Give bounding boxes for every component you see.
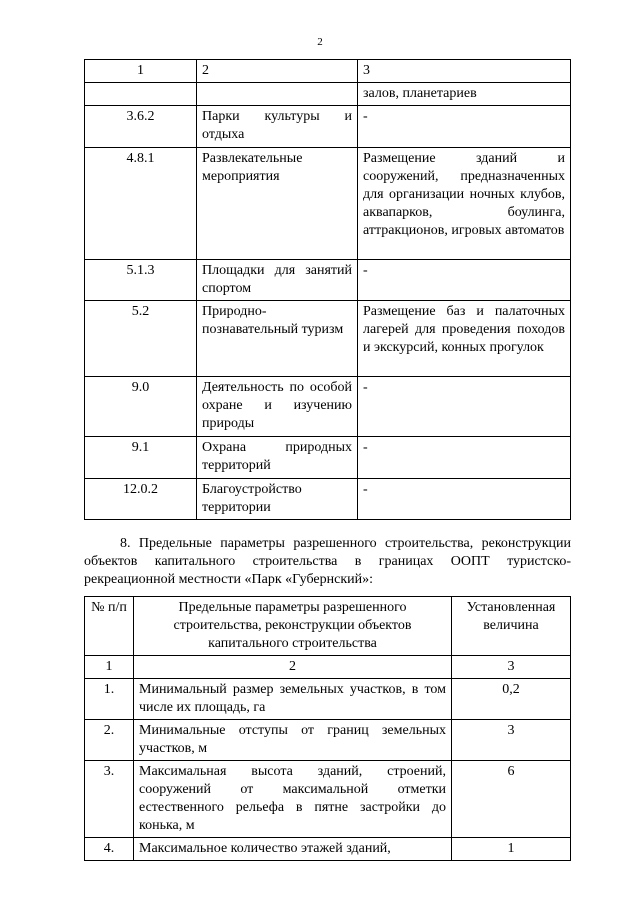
name-cell: Деятельность по особой охране и изучению природы xyxy=(197,377,358,437)
table-row xyxy=(85,260,571,301)
header-cell: 2 xyxy=(197,60,358,83)
code-cell: 9.1 xyxy=(85,437,197,479)
header-cell: 1 xyxy=(85,60,197,83)
code-cell: 3.6.2 xyxy=(85,106,197,148)
desc-cell: - xyxy=(358,479,571,520)
name-cell: Природно-познавательный туризм xyxy=(197,301,358,377)
table-row xyxy=(85,301,571,377)
construction-parameters-table xyxy=(84,596,571,861)
table-row xyxy=(85,761,571,838)
table-row xyxy=(85,720,571,761)
code-cell: 12.0.2 xyxy=(85,479,197,520)
name-cell: Развлекательные мероприятия xyxy=(197,148,358,260)
page-number: 2 xyxy=(317,36,323,48)
name-cell: Благоустройство территории xyxy=(197,479,358,520)
desc-cell: Размещение зданий и сооружений, предназначенных для организации ночных клубов, аквапарков, боулинга, аттракционов, игровых автоматов xyxy=(358,148,571,260)
table-row xyxy=(85,437,571,479)
param-cell: Минимальный размер земельных участков, в том числе их площадь, га xyxy=(134,679,452,720)
value-cell: 6 xyxy=(452,761,571,838)
value-cell: 3 xyxy=(452,720,571,761)
desc-cell: - xyxy=(358,260,571,301)
desc-cell: залов, планетариев xyxy=(358,83,571,106)
name-cell: Площадки для занятий спортом xyxy=(197,260,358,301)
table-row xyxy=(85,679,571,720)
table-header-row xyxy=(85,60,571,83)
table-row xyxy=(85,148,571,260)
code-cell: 9.0 xyxy=(85,377,197,437)
name-cell: Парки культуры и отдыха xyxy=(197,106,358,148)
table-row xyxy=(85,377,571,437)
code-cell: 4.8.1 xyxy=(85,148,197,260)
name-cell: Охрана природных территорий xyxy=(197,437,358,479)
header-cell: 3 xyxy=(358,60,571,83)
num-cell: 2. xyxy=(85,720,134,761)
num-header: № п/п xyxy=(85,597,134,656)
value-header: Установленная величина xyxy=(452,597,571,656)
value-cell: 0,2 xyxy=(452,679,571,720)
index-cell: 3 xyxy=(452,656,571,679)
param-cell: Минимальные отступы от границ земельных участков, м xyxy=(134,720,452,761)
index-cell: 2 xyxy=(134,656,452,679)
desc-cell: - xyxy=(358,437,571,479)
land-use-table xyxy=(84,59,571,520)
param-cell: Максимальное количество этажей зданий, xyxy=(134,838,452,861)
table-head-row xyxy=(85,597,571,656)
desc-cell: Размещение баз и палаточных лагерей для проведения походов и экскурсий, конных прогулок xyxy=(358,301,571,377)
param-header: Предельные параметры разрешенного строительства, реконструкции объектов капитального строительства xyxy=(134,597,452,656)
num-cell: 3. xyxy=(85,761,134,838)
value-cell: 1 xyxy=(452,838,571,861)
table-row xyxy=(85,479,571,520)
desc-cell: - xyxy=(358,106,571,148)
num-cell: 4. xyxy=(85,838,134,861)
name-cell xyxy=(197,83,358,106)
index-cell: 1 xyxy=(85,656,134,679)
table-row xyxy=(85,83,571,106)
param-cell: Максимальная высота зданий, строений, сооружений от максимальной отметки естественного рельефа в пятне застройки до конька, м xyxy=(134,761,452,838)
desc-cell: - xyxy=(358,377,571,437)
table-row xyxy=(85,106,571,148)
code-cell: 5.2 xyxy=(85,301,197,377)
index-row xyxy=(85,656,571,679)
num-cell: 1. xyxy=(85,679,134,720)
paragraph-8: 8. Предельные параметры разрешенного строительства, реконструкции объектов капитального строительства в границах ООПТ туристско-рекреационной местности «Парк «Губернский»: xyxy=(84,536,571,587)
code-cell: 5.1.3 xyxy=(85,260,197,301)
table-row xyxy=(85,838,571,861)
code-cell xyxy=(85,83,197,106)
